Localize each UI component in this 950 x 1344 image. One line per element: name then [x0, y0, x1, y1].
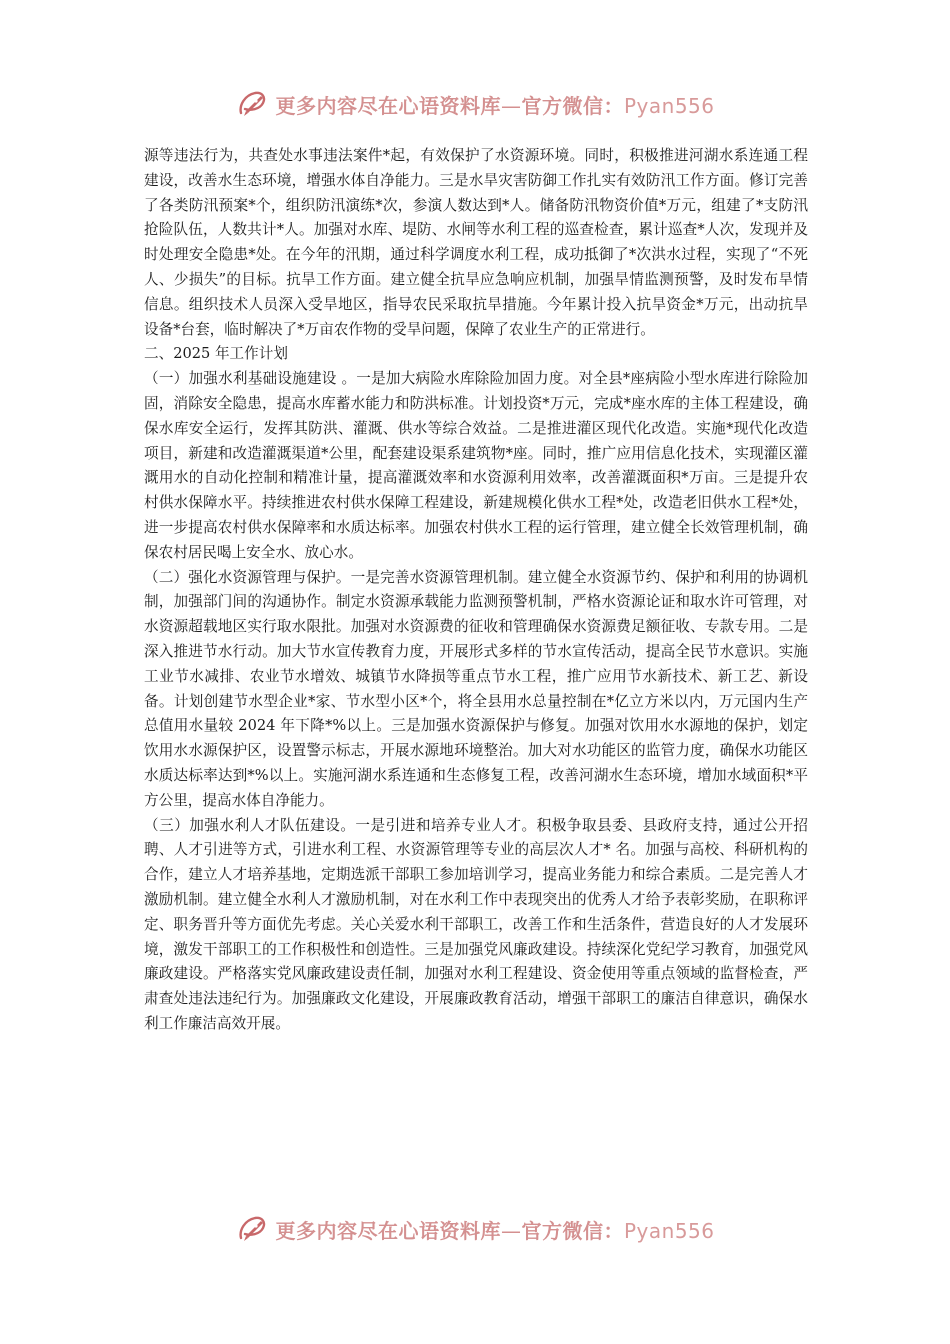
watermark-header [0, 84, 950, 124]
paragraph-water-resources: （二）强化水资源管理与保护。一是完善水资源管理机制。建立健全水资源节约、保护和利用的协调机制，加强部门间的沟通协作。制定水资源承载能力监测预警机制，严格水资源论证和取水许可管理，对水资源超载地区实行取水限批。加强对水资源费的征收和管理确保水资源费足额征收、专款专用。二是深入推进节水行动。加大节水宣传教育力度，开展形式多样的节水宣传活动，提高全民节水意识。实施工业节水减排、农业节水增效、城镇节水降损等重点节水工程，推广应用节水新技术、新工艺、新设备。计划创建节水型企业*家、节水型小区*个，将全县用水总量控制在*亿立方米以内，万元国内生产总值用水量较 2024 年下降*%以上。三是加强水资源保护与修复。加强对饮用水水源地的保护，划定饮用水水源保护区，设置警示标志，开展水源地环境整治。加大对水功能区的监管力度，确保水功能区水质达标率达到*%以上。实施河湖水系连通和生态修复工程，改善河湖水生态环境，增加水域面积*平方公里，提高水体自净能力。 [144, 568, 808, 809]
watermark-text: 更多内容尽在心语资料库—官方微信：Pyan556 [275, 93, 715, 118]
pen-logo-icon [235, 1212, 269, 1246]
watermark-footer [0, 1209, 950, 1249]
pen-logo-icon [235, 87, 269, 121]
paragraph-talent: （三）加强水利人才队伍建设。一是引进和培养专业人才。积极争取县委、县政府支持，通过公开招聘、人才引进等方式，引进水利工程、水资源管理等专业的高层次人才* 名。加强与高校、科研机构的合作，建立人才培养基地，定期选派干部职工参加培训学习，提高业务能力和综合素质。二是完善人才激励机制。建立健全水利人才激励机制，对在水利工作中表现突出的优秀人才给予表彰奖励，在职称评定、职务晋升等方面优先考虑。关心关爱水利干部职工，改善工作和生活条件，营造良好的人才发展环境，激发干部职工的工作积极性和创造性。三是加强党风廉政建设。持续深化党纪学习教育，加强党风廉政建设。严格落实党风廉政建设责任制，加强对水利工程建设、资金使用等重点领域的监督检查，严肃查处违法违纪行为。加强廉政文化建设，开展廉政教育活动，增强干部职工的廉洁自律意识，确保水利工作廉洁高效开展。 [144, 816, 808, 1032]
watermark-text: 更多内容尽在心语资料库—官方微信：Pyan556 [275, 1218, 715, 1243]
paragraph-continuation: 源等违法行为，共查处水事违法案件*起，有效保护了水资源环境。同时，积极推进河湖水系连通工程建设，改善水生态环境，增强水体自净能力。三是水旱灾害防御工作扎实有效防汛工作方面。修订完善了各类防汛预案*个，组织防汛演练*次，参演人数达到*人。储备防汛物资价值*万元，组建了*支防汛抢险队伍，人数共计*人。加强对水库、堤防、水闸等水利工程的巡查检查，累计巡查*人次，发现并及时处理安全隐患*处。在今年的汛期，通过科学调度水利工程，成功抵御了*次洪水过程，实现了“不死人、少损失”的目标。抗旱工作方面。建立健全抗旱应急响应机制，加强旱情监测预警，及时发布旱情信息。组织技术人员深入受旱地区，指导农民采取抗旱措施。今年累计投入抗旱资金*万元，出动抗旱设备*台套，临时解决了*万亩农作物的受旱问题，保障了农业生产的正常进行。 [144, 147, 808, 338]
document-body [144, 144, 808, 1037]
paragraph-infrastructure: （一）加强水利基础设施建设 。一是加大病险水库除险加固力度。对全县*座病险小型水库进行除险加固，消除安全隐患，提高水库蓄水能力和防洪标准。计划投资*万元，完成*座水库的主体工程建设，确保水库安全运行，发挥其防洪、灌溉、供水等综合效益。二是推进灌区现代化改造。实施*现代化改造项目，新建和改造灌溉渠道*公里，配套建设渠系建筑物*座。同时，推广应用信息化技术，实现灌区灌溉用水的自动化控制和精准计量，提高灌溉效率和水资源利用效率，改善灌溉面积*万亩。三是提升农村供水保障水平。持续推进农村供水保障工程建设，新建规模化供水工程*处，改造老旧供水工程*处，进一步提高农村供水保障率和水质达标率。加强农村供水工程的运行管理，建立健全长效管理机制，确保农村居民喝上安全水、放心水。 [144, 370, 808, 561]
section-heading-plan: 二、2025 年工作计划 [144, 345, 288, 363]
